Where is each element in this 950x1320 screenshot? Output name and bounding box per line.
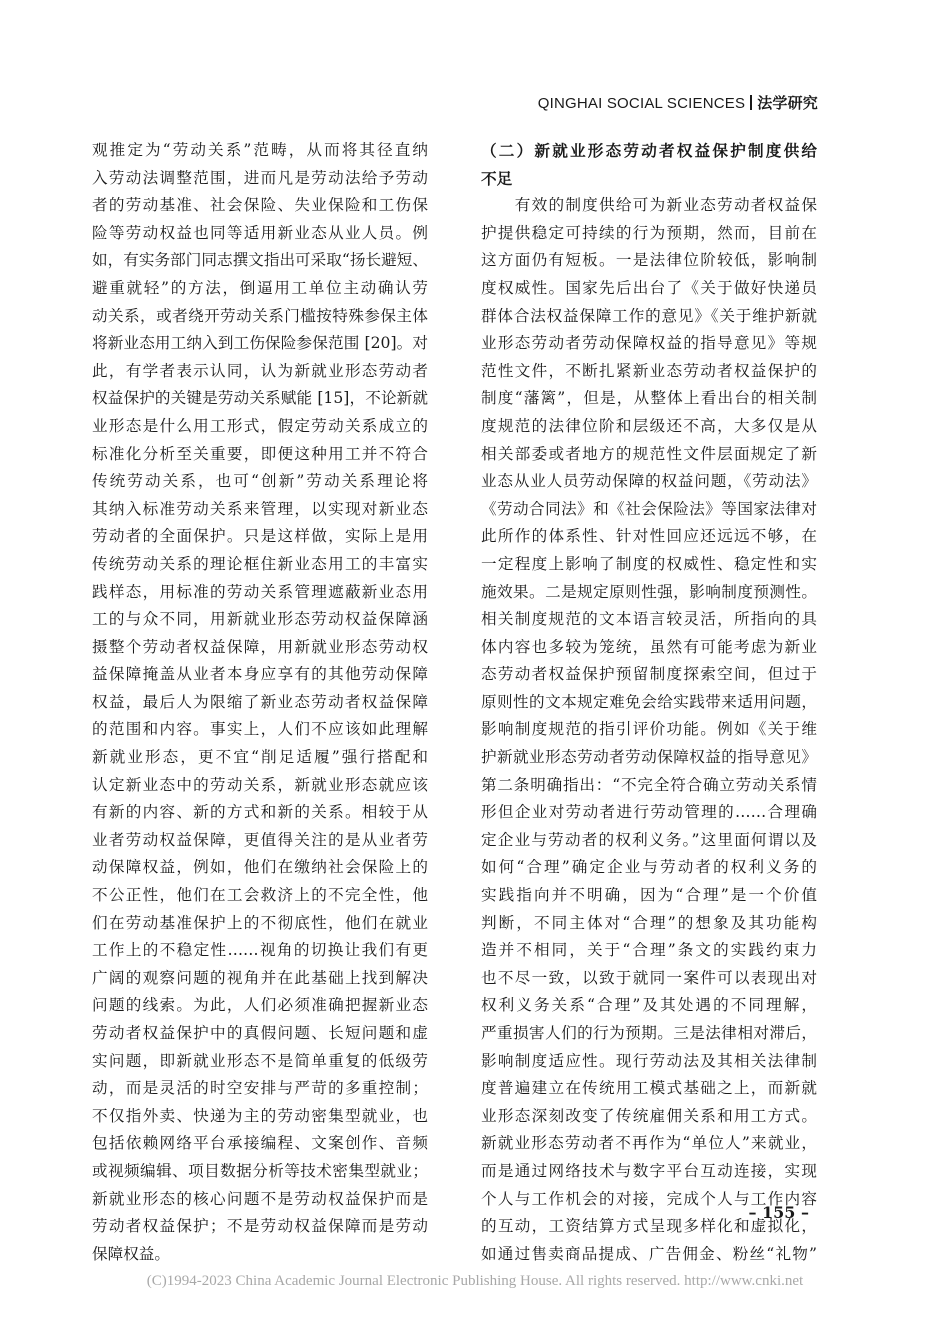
- right-column-line: 也不尽一致，以致于就同一案件可以表现出对: [481, 968, 817, 987]
- left-column-line: 如，有实务部门同志撰文指出可采取“扬长避短、: [92, 251, 428, 270]
- left-column-line: 业者劳动权益保障，更值得关注的是从业者劳: [92, 830, 428, 849]
- right-column-line: 态劳动者权益保护预留制度探索空间，但过于: [481, 665, 817, 684]
- left-column-line: 此，有学者表示认同，认为新就业形态劳动者: [92, 361, 428, 380]
- left-column-line: 入劳动法调整范围，进而凡是劳动法给予劳动: [92, 168, 428, 187]
- left-column-line: 不公正性，他们在工会救济上的不完全性，他: [92, 886, 428, 905]
- left-column-line: 不仅指外卖、快递为主的劳动密集型就业，也: [92, 1106, 428, 1125]
- right-column-line: 影响制度规范的指引评价功能。例如《关于维: [481, 720, 817, 739]
- right-column-line: 相关部委或者地方的规范性文件层面规定了新: [481, 444, 817, 463]
- right-column-line: 原则性的文本规定难免会给实践带来适用问题，: [481, 692, 817, 711]
- left-column-line: 将新业态用工纳入到工伤保险参保范围 [20]。对: [92, 334, 428, 353]
- left-column-line: 传统劳动关系，也可“创新”劳动关系理论将: [92, 472, 428, 491]
- left-column-line: 包括依赖网络平台承接编程、文案创作、音频: [92, 1134, 428, 1153]
- left-column-line: 权益保护的关键是劳动关系赋能 [15]，不论新就: [92, 389, 428, 408]
- section-name: 法学研究: [757, 95, 818, 112]
- left-column-line: 业形态是什么用工形式，假定劳动关系成立的: [92, 416, 428, 435]
- right-heading-line: 不足: [481, 168, 513, 188]
- right-column-line: 施效果。二是规定原则性强，影响制度预测性。: [481, 582, 817, 601]
- left-column-line: 有新的内容、新的方式和新的关系。相较于从: [92, 803, 428, 822]
- right-column-line: 制度“藩篱”，但是，从整体上看出台的相关制: [481, 389, 817, 408]
- right-column-line: 业形态深刻改变了传统雇佣关系和用工方式。: [481, 1106, 817, 1125]
- right-column-line: 严重损害人们的行为预期。三是法律相对滞后，: [481, 1024, 817, 1042]
- left-column-line: 或视频编辑、项目数据分析等技术密集型就业；: [92, 1161, 428, 1180]
- left-column-line: 其纳入标准劳动关系来管理，以实现对新业态: [92, 499, 428, 518]
- right-column-line: 体内容也多较为笼统，虽然有可能考虑为新业: [481, 637, 817, 656]
- left-column-line: 传统劳动关系的理论框住新业态用工的丰富实: [92, 554, 428, 573]
- right-column-line: 的互动，工资结算方式呈现多样化和虚拟化，: [481, 1217, 817, 1236]
- right-column-line: 个人与工作机会的对接，完成个人与工作内容: [481, 1189, 817, 1208]
- right-column-line: 定企业与劳动者的权利义务。”这里面何谓以及: [481, 830, 817, 849]
- left-column-line: 新就业形态，更不宜“削足适履”强行搭配和: [92, 748, 428, 767]
- right-column-line: 而是通过网络技术与数字平台互动连接，实现: [481, 1161, 817, 1180]
- left-column-line: 险等劳动权益也同等适用新业态从业人员。例: [92, 223, 428, 242]
- right-column-line: 度普遍建立在传统用工模式基础之上，而新就: [481, 1079, 817, 1098]
- right-column-line: 《劳动合同法》和《社会保险法》等国家法律对: [481, 499, 817, 518]
- right-column-line: 度规范的法律位阶和层级还不高，大多仅是从: [481, 416, 817, 435]
- right-heading-line: （二）新就业形态劳动者权益保护制度供给: [481, 141, 817, 160]
- right-column-line: 群体合法权益保障工作的意见》《关于维护新就: [481, 306, 817, 325]
- left-column-line: 认定新业态中的劳动关系，新就业形态就应该: [92, 775, 428, 794]
- left-column-line: 劳动者的全面保护。只是这样做，实际上是用: [92, 527, 428, 546]
- right-column-line: 如通过售卖商品提成、广告佣金、粉丝“礼物”: [481, 1244, 817, 1263]
- left-column-line: 工作上的不稳定性……视角的切换让我们有更: [92, 941, 428, 960]
- left-column-line: 观推定为“劳动关系”范畴，从而将其径直纳: [92, 141, 428, 159]
- left-column-line: 的范围和内容。事实上，人们不应该如此理解: [92, 720, 428, 739]
- left-column-line: 劳动者权益保护；不是劳动权益保障而是劳动: [92, 1217, 428, 1236]
- left-column-line: 摄整个劳动者权益保障，用新就业形态劳动权: [92, 637, 428, 656]
- right-column-line: 形但企业对劳动者进行劳动管理的……合理确: [481, 803, 817, 822]
- right-column-line: 造并不相同，关于“合理”条文的实践约束力: [481, 941, 817, 960]
- left-column-line: 们在劳动基准保护上的不彻底性，他们在就业: [92, 913, 428, 932]
- left-text-column: [92, 137, 428, 1268]
- left-column-line: 广阔的观察问题的视角并在此基础上找到解决: [92, 968, 428, 987]
- right-column-line: 新就业形态劳动者不再作为“单位人”来就业，: [481, 1134, 817, 1153]
- page-number: – 155 –: [748, 1203, 809, 1222]
- right-column-line: 第二条明确指出：“不完全符合确立劳动关系情: [481, 775, 817, 794]
- left-column-line: 实问题，即新就业形态不是简单重复的低级劳: [92, 1051, 428, 1070]
- right-column-line: 有效的制度供给可为新业态劳动者权益保: [481, 196, 817, 215]
- left-column-line: 者的劳动基准、社会保险、失业保险和工伤保: [92, 196, 428, 215]
- left-column-line: 工的与众不同，用新就业形态劳动权益保障涵: [92, 610, 428, 629]
- right-column-line: 业态从业人员劳动保障的权益问题，《劳动法》: [481, 472, 817, 491]
- left-column-line: 避重就轻”的方法，倒逼用工单位主动确认劳: [92, 278, 428, 297]
- left-column-line: 劳动者权益保护中的真假问题、长短问题和虚: [92, 1024, 428, 1042]
- journal-name: QINGHAI SOCIAL SCIENCES: [537, 95, 746, 112]
- left-column-line: 益保障掩盖从业者本身应享有的其他劳动保障: [92, 665, 428, 684]
- left-column-line: 问题的线索。为此，人们必须准确把握新业态: [92, 996, 428, 1015]
- left-column-line: 新就业形态的核心问题不是劳动权益保护而是: [92, 1189, 428, 1208]
- right-column-line: 判断，不同主体对“合理”的想象及其功能构: [481, 913, 817, 932]
- right-column-line: 相关制度规范的文本语言较灵活，所指向的具: [481, 610, 817, 629]
- header-separator: [750, 95, 752, 110]
- copyright-footer: (C)1994-2023 China Academic Journal Electronic Publishing House. All rights reserved. http://www.cnki.net: [146, 1273, 804, 1289]
- right-column-line: 范性文件，不断扎紧新业态劳动者权益保护的: [481, 361, 817, 380]
- left-column-line: 践样态，用标准的劳动关系管理遮蔽新业态用: [92, 582, 428, 601]
- left-column-line: 标准化分析至关重要，即便这种用工并不符合: [92, 444, 428, 463]
- right-column-line: 度权威性。国家先后出台了《关于做好快递员: [481, 278, 817, 297]
- right-column-line: 护提供稳定可持续的行为预期，然而，目前在: [481, 223, 817, 242]
- right-column-line: 影响制度适应性。现行劳动法及其相关法律制: [481, 1051, 817, 1070]
- left-column-line: 动，而是灵活的时空安排与严苛的多重控制；: [92, 1079, 428, 1098]
- left-column-line: 动关系，或者绕开劳动关系门槛按特殊参保主体: [92, 306, 428, 325]
- left-column-line: 保障权益。: [92, 1244, 170, 1263]
- right-column-line: 这方面仍有短板。一是法律位阶较低，影响制: [481, 251, 817, 270]
- right-column-line: 此所作的体系性、针对性回应还远远不够，在: [481, 527, 817, 546]
- left-column-line: 权益，最后人为限缩了新业态劳动者权益保障: [92, 692, 428, 711]
- right-column-line: 实践指向并不明确，因为“合理”是一个价值: [481, 886, 817, 905]
- right-column-line: 业形态劳动者劳动保障权益的指导意见》等规: [481, 334, 817, 353]
- right-column-line: 如何“合理”确定企业与劳动者的权利义务的: [481, 858, 817, 877]
- left-column-line: 动保障权益，例如，他们在缴纳社会保险上的: [92, 858, 428, 877]
- running-header: [538, 92, 818, 113]
- right-column-line: 权利义务关系“合理”及其处遇的不同理解，: [481, 996, 817, 1015]
- right-column-line: 护新就业形态劳动者劳动保障权益的指导意见》: [481, 748, 817, 767]
- right-column-line: 一定程度上影响了制度的权威性、稳定性和实: [481, 554, 817, 573]
- right-text-column: [481, 137, 817, 1268]
